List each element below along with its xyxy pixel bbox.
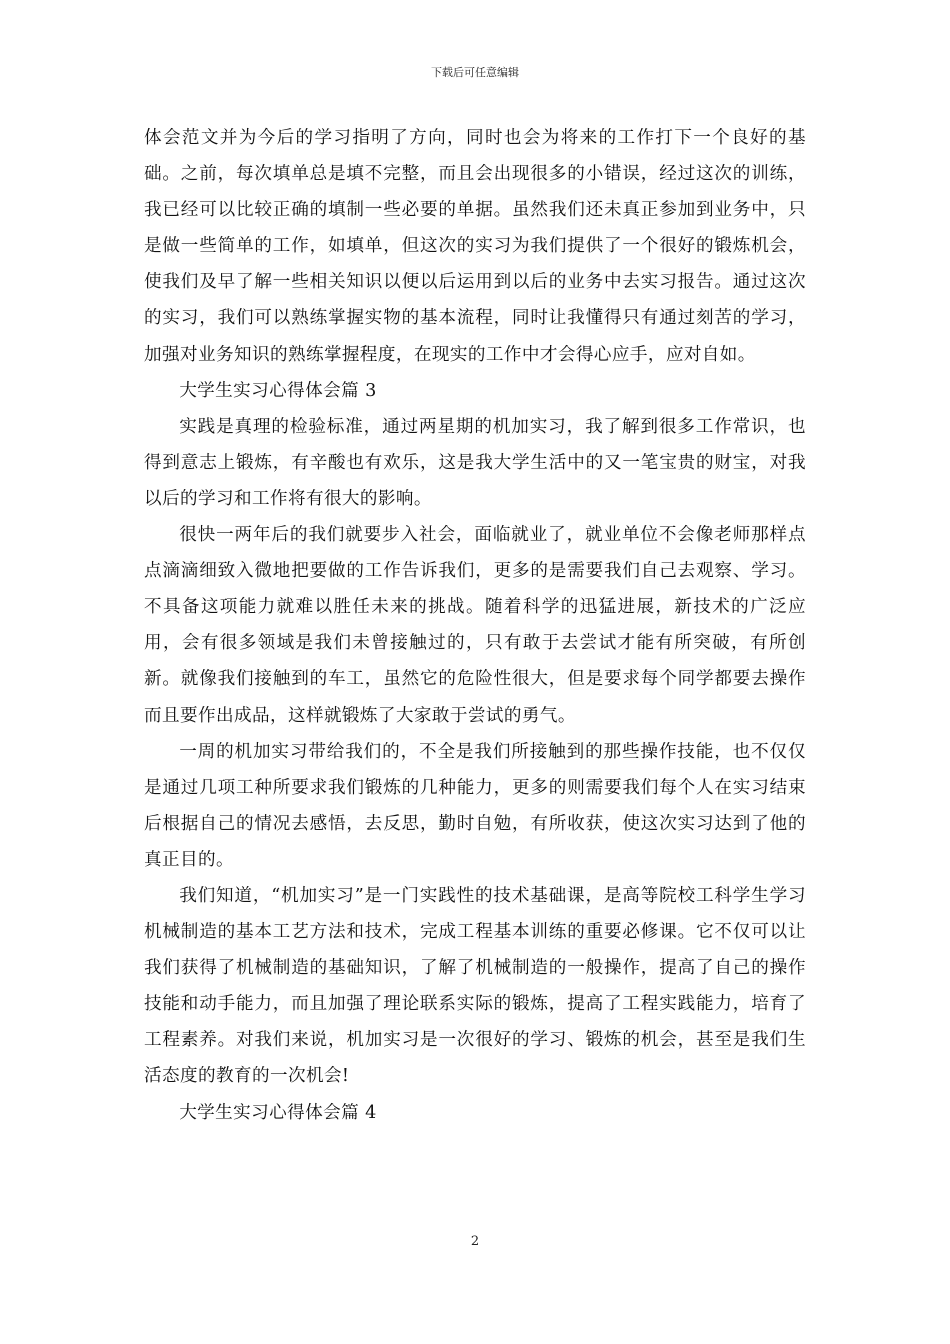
paragraph: 我们知道，“机加实习”是一门实践性的技术基础课，是高等院校工科学生学习机械制造的基本工艺方法和技术，完成工程基本训练的重要必修课。它不仅可以让我们获得了机械制造的基础知识，了解了机械制造的一般操作，提高了自己的操作技能和动手能力，而且加强了理论联系实际的锻炼，提高了工程实践能力，培育了工程素养。对我们来说，机加实习是一次很好的学习、锻炼的机会，甚至是我们生活态度的教育的一次机会!	[144, 885, 806, 1087]
section-title-4: 大学生实习心得体会篇 4	[179, 1102, 377, 1123]
paragraph-continued: 体会范文并为今后的学习指明了方向，同时也会为将来的工作打下一个良好的基础。之前，每次填单总是填不完整，而且会出现很多的小错误，经过这次的训练，我已经可以比较正确的填制一些必要的单据。虽然我们还未真正参加到业务中，只是做一些简单的工作，如填单，但这次的实习为我们提供了一个很好的锻炼机会，使我们及早了解一些相关知识以便以后运用到以后的业务中去实习报告。通过这次的实习，我们可以熟练掌握实物的基本流程，同时让我懂得只有通过刻苦的学习，加强对业务知识的熟练掌握程度，在现实的工作中才会得心应手，应对自如。	[144, 128, 806, 365]
page-header: 下载后可任意编辑	[431, 66, 519, 79]
section-title-3: 大学生实习心得体会篇 3	[179, 380, 377, 401]
document-body	[144, 120, 806, 1131]
paragraph: 实践是真理的检验标准，通过两星期的机加实习，我了解到很多工作常识，也得到意志上锻炼，有辛酸也有欢乐，这是我大学生活中的又一笔宝贵的财宝，对我以后的学习和工作将有很大的影响。	[144, 416, 806, 509]
paragraph: 很快一两年后的我们就要步入社会，面临就业了，就业单位不会像老师那样点点滴滴细致入微地把要做的工作告诉我们，更多的是需要我们自己去观察、学习。不具备这项能力就难以胜任未来的挑战。随着科学的迅猛进展，新技术的广泛应用，会有很多领域是我们未曾接触过的，只有敢于去尝试才能有所突破，有所创新。就像我们接触到的车工，虽然它的危险性很大，但是要求每个同学都要去操作而且要作出成品，这样就锻炼了大家敢于尝试的勇气。	[144, 525, 806, 726]
page-number: 2	[470, 1234, 480, 1249]
paragraph: 一周的机加实习带给我们的，不全是我们所接触到的那些操作技能，也不仅仅是通过几项工种所要求我们锻炼的几种能力，更多的则需要我们每个人在实习结束后根据自己的情况去感悟，去反思，勤时自勉，有所收获，使这次实习达到了他的真正目的。	[144, 741, 806, 870]
